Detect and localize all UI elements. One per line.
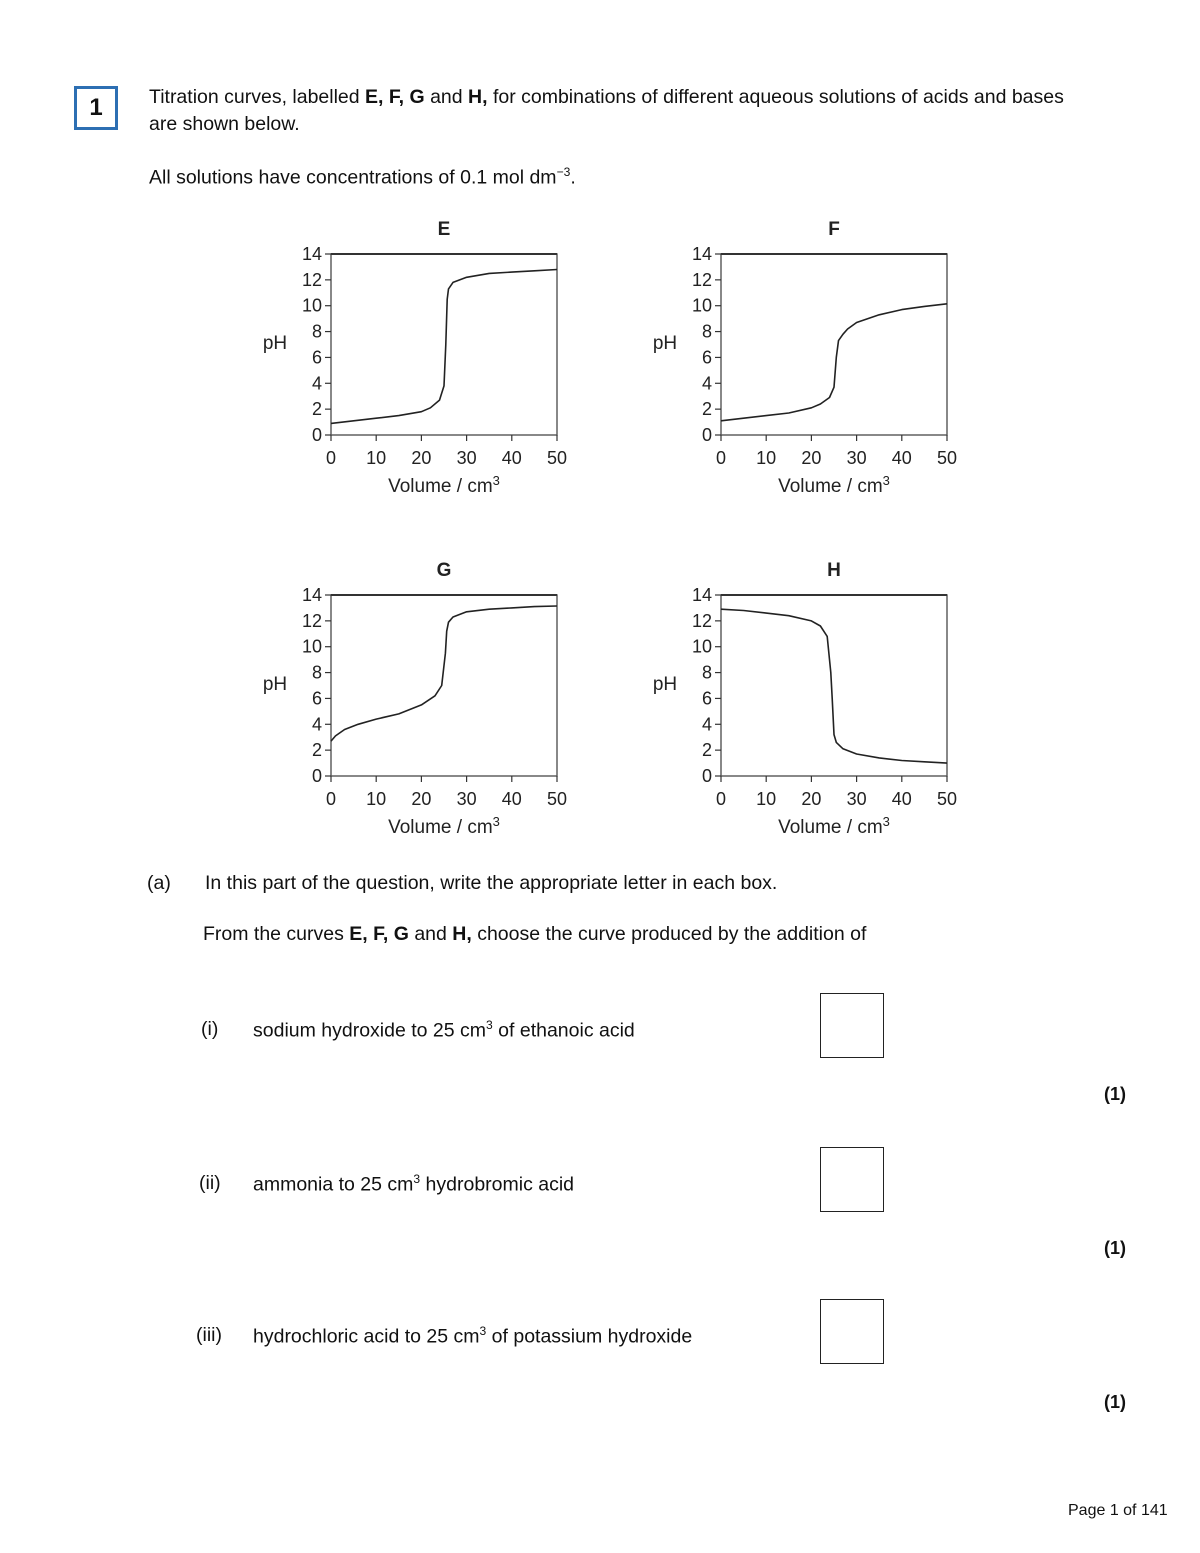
y-tick-label: 10: [691, 636, 712, 657]
x-tick-label: 20: [801, 448, 822, 468]
y-tick-label: 14: [301, 244, 322, 264]
item-iii-text-before: hydrochloric acid to 25 cm: [253, 1325, 480, 1348]
marks-i: (1): [1104, 1084, 1126, 1104]
y-tick-label: 12: [691, 269, 712, 290]
y-tick-label: 6: [701, 347, 712, 368]
item-ii-number: (ii): [199, 1172, 221, 1194]
y-tick-label: 0: [311, 766, 322, 786]
lead-text-2: and: [408, 923, 453, 945]
chart-title-f: F: [828, 219, 840, 240]
x-tick-label: 0: [715, 448, 727, 468]
question-intro: [149, 84, 1089, 138]
y-tick-label: 4: [311, 373, 322, 394]
titration-chart-f: [640, 210, 980, 510]
question-number-box: [74, 86, 118, 130]
x-tick-label: 0: [325, 448, 337, 468]
chart-title-g: G: [436, 560, 452, 581]
x-tick-label: 10: [756, 789, 777, 809]
y-tick-label: 12: [301, 269, 322, 290]
x-tick-label: 10: [756, 448, 777, 468]
intro-text-3: for combinations of different aqueous solutions of acids and bases are shown below.: [149, 86, 1064, 135]
y-tick-label: 10: [301, 295, 322, 316]
y-tick-label: 12: [301, 610, 322, 631]
x-tick-label: 30: [846, 789, 867, 809]
concentration-end: .: [570, 166, 576, 189]
plot-frame: [721, 254, 947, 435]
y-tick-label: 8: [311, 662, 322, 683]
y-tick-label: 2: [701, 740, 712, 761]
part-a-label: (a): [147, 872, 171, 894]
intro-letter-h: H,: [468, 86, 488, 108]
item-i-number: (i): [201, 1018, 219, 1040]
x-tick-label: 20: [411, 789, 432, 809]
x-tick-label: 40: [891, 789, 912, 809]
item-ii-sup: 3: [413, 1172, 421, 1186]
item-iii-sup: 3: [479, 1324, 487, 1338]
y-tick-label: 6: [311, 688, 322, 709]
item-iii-text: [253, 1324, 692, 1349]
x-axis-label: Volume / $cm^3$: [778, 473, 890, 497]
answer-box-ii[interactable]: [820, 1147, 884, 1212]
marks-ii: (1): [1104, 1238, 1126, 1258]
y-tick-label: 8: [701, 321, 712, 342]
y-tick-label: 4: [701, 373, 712, 394]
item-i-text-before: sodium hydroxide to 25 cm: [253, 1019, 487, 1042]
y-tick-label: 14: [301, 585, 322, 605]
titration-curve-e: [331, 270, 557, 424]
y-axis-label: pH: [262, 333, 288, 354]
item-ii-text-after: hydrobromic acid: [420, 1173, 575, 1196]
part-a-lead: [203, 923, 866, 946]
x-tick-label: 20: [801, 789, 822, 809]
x-tick-label: 30: [456, 789, 477, 809]
y-axis-label: pH: [652, 674, 678, 695]
y-axis-label: pH: [652, 333, 678, 354]
y-tick-label: 6: [701, 688, 712, 709]
y-tick-label: 10: [691, 295, 712, 316]
intro-text-1: Titration curves, labelled: [149, 86, 366, 108]
lead-text-3: choose the curve produced by the addition of: [471, 923, 867, 945]
y-tick-label: 2: [311, 399, 322, 420]
x-tick-label: 30: [846, 448, 867, 468]
item-i-text: [253, 1018, 635, 1043]
lead-letters-efg: E, F, G: [349, 923, 409, 945]
x-axis-label: Volume / $cm^3$: [388, 814, 500, 838]
part-a-instruction: In this part of the question, write the appropriate letter in each box.: [205, 872, 778, 894]
x-tick-label: 40: [501, 789, 522, 809]
y-tick-label: 8: [701, 662, 712, 683]
y-tick-label: 2: [311, 740, 322, 761]
plot-frame: [331, 254, 557, 435]
marks-iii: (1): [1104, 1392, 1126, 1412]
y-tick-label: 12: [691, 610, 712, 631]
concentration-text: All solutions have concentrations of 0.1 mol dm: [149, 166, 557, 189]
intro-letters-efg: E, F, G: [365, 86, 425, 108]
question-number: 1: [89, 94, 103, 121]
page-number: Page 1 of 141: [1068, 1502, 1168, 1519]
x-tick-label: 10: [366, 789, 387, 809]
concentration-exponent: −3: [556, 165, 571, 179]
y-tick-label: 0: [701, 425, 712, 445]
item-iii-number: (iii): [196, 1324, 222, 1346]
y-tick-label: 10: [301, 636, 322, 657]
lead-letter-h: H,: [452, 923, 472, 945]
chart-title-h: H: [827, 560, 841, 581]
plot-frame: [331, 595, 557, 776]
y-tick-label: 0: [311, 425, 322, 445]
titration-chart-h: [640, 551, 980, 851]
x-tick-label: 40: [501, 448, 522, 468]
x-tick-label: 0: [325, 789, 337, 809]
x-tick-label: 50: [546, 448, 568, 468]
x-tick-label: 50: [936, 789, 958, 809]
titration-curve-h: [721, 609, 947, 763]
y-tick-label: 4: [701, 714, 712, 735]
x-tick-label: 50: [546, 789, 568, 809]
chart-title-e: E: [437, 219, 451, 240]
item-i-text-after: of ethanoic acid: [492, 1019, 635, 1042]
titration-curve-g: [331, 606, 557, 741]
lead-text-1: From the curves: [203, 923, 350, 945]
titration-chart-g: [250, 551, 590, 851]
titration-curve-f: [721, 304, 947, 421]
y-tick-label: 0: [701, 766, 712, 786]
answer-box-iii[interactable]: [820, 1299, 884, 1364]
x-tick-label: 50: [936, 448, 958, 468]
titration-chart-e: [250, 210, 590, 510]
item-iii-text-after: of potassium hydroxide: [486, 1325, 693, 1348]
y-tick-label: 2: [701, 399, 712, 420]
y-tick-label: 14: [691, 244, 712, 264]
x-tick-label: 30: [456, 448, 477, 468]
answer-box-i[interactable]: [820, 993, 884, 1058]
x-axis-label: Volume / $cm^3$: [388, 473, 500, 497]
item-ii-text: [253, 1172, 574, 1197]
x-axis-label: Volume / $cm^3$: [778, 814, 890, 838]
plot-frame: [721, 595, 947, 776]
item-i-sup: 3: [486, 1018, 493, 1032]
y-tick-label: 14: [691, 585, 712, 605]
intro-text-2: and: [424, 86, 469, 108]
x-tick-label: 40: [891, 448, 912, 468]
y-tick-label: 6: [311, 347, 322, 368]
x-tick-label: 20: [411, 448, 432, 468]
concentration-statement: [149, 165, 576, 190]
y-axis-label: pH: [262, 674, 288, 695]
item-ii-text-before: ammonia to 25 cm: [253, 1173, 414, 1196]
x-tick-label: 10: [366, 448, 387, 468]
y-tick-label: 8: [311, 321, 322, 342]
x-tick-label: 0: [715, 789, 727, 809]
y-tick-label: 4: [311, 714, 322, 735]
